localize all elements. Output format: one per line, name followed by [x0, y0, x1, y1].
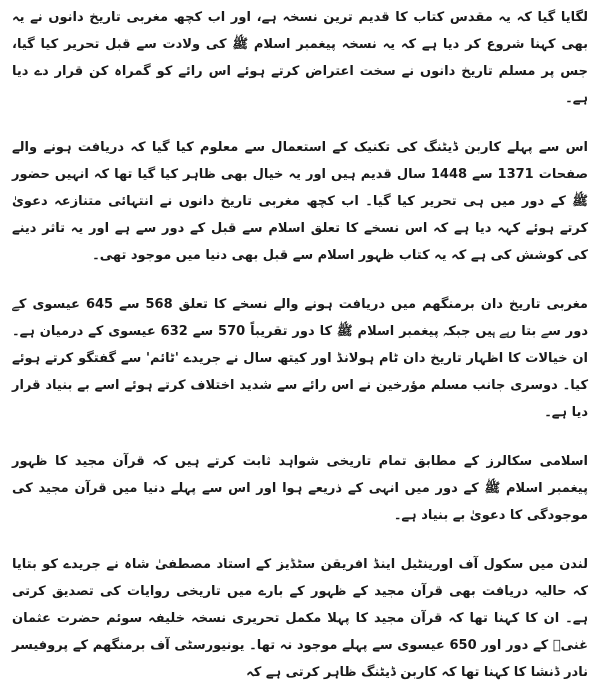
- paragraph-1: لگایا گیا کہ یہ مقدس کتاب کا قدیم ترین نسخہ ہے، اور اب کچھ مغربی تاریخ دانوں نے یہ بھی کہنا شروع کر دیا ہے کہ یہ نسخہ پیغمبر اسلام ﷺ کی ولادت سے قبل تحریر کیا گیا، جس پر مسلم تاریخ دانوں نے سخت اعتراض کرتے ہوئے اس رائے کو گمراہ کن قرار دے دیا ہے۔: [12, 10, 588, 106]
- paragraph-5: لندن میں سکول آف اورینٹیل اینڈ افریقن سٹڈیز کے استاد مصطفیٰ شاہ نے جریدے کو بتایا کہ حالیہ دریافت بھی قرآن مجید کے ظہور کے بارے میں تاریخی روایات کی تصدیق کرتی ہے۔ ان کا کہنا تھا کہ قرآن مجید کا پہلا مکمل تحریری نسخہ خلیفہ سوئم حضرت عثمان غنیؓ کے دور اور 650 عیسوی سے پہلے موجود نہ تھا۔ یونیورسٹی آف برمنگھم کے پروفیسر نادر ڈنشا کا کہنا تھا کہ کاربن ڈیٹنگ ظاہر کرتی ہے کہ: [12, 557, 588, 680]
- paragraph-2: اس سے پہلے کاربن ڈیٹنگ کی تکنیک کے استعمال سے معلوم کیا گیا کہ دریافت ہونے والے صفحات 1371 سے 1448 سال قدیم ہیں اور یہ خیال بھی ظاہر کیا گیا تھا کہ انہیں حضور ﷺ کے دور میں ہی تحریر کیا گیا۔ اب کچھ مغربی تاریخ دانوں نے انتہائی متنازعہ دعویٰ کرتے ہوئے کہہ دیا ہے کہ اس نسخے کا تعلق اسلام سے قبل کے دور سے ہے اور یہ تاثر دینے کی کوشش کی ہے کہ یہ کتاب ظہور اسلام سے قبل بھی دنیا میں موجود تھی۔: [12, 140, 589, 263]
- paragraph-4: اسلامی سکالرز کے مطابق تمام تاریخی شواہد ثابت کرتے ہیں کہ قرآن مجید کا ظہور پیغمبر اسلام ﷺ کے دور میں انہی کے ذریعے ہوا اور اس سے پہلے دنیا میں قرآن مجید کی موجودگی کا دعویٰ بے بنیاد ہے۔: [12, 454, 588, 523]
- paragraph-3: مغربی تاریخ دان برمنگھم میں دریافت ہونے والے نسخے کا تعلق 568 سے 645 عیسوی کے دور سے بتا رہے ہیں جبکہ پیغمبر اسلام ﷺ کا دور تقریباً 570 سے 632 عیسوی کے درمیان ہے۔ ان خیالات کا اظہار تاریخ دان ٹام ہولانڈ اور کیتھ سال نے جریدے 'ٹائم' سے گفتگو کرتے ہوئے کیا۔ دوسری جانب مسلم مؤرخین نے اس رائے سے شدید اختلاف کرتے ہوئے اسے بے بنیاد قرار دیا ہے۔: [12, 297, 589, 420]
